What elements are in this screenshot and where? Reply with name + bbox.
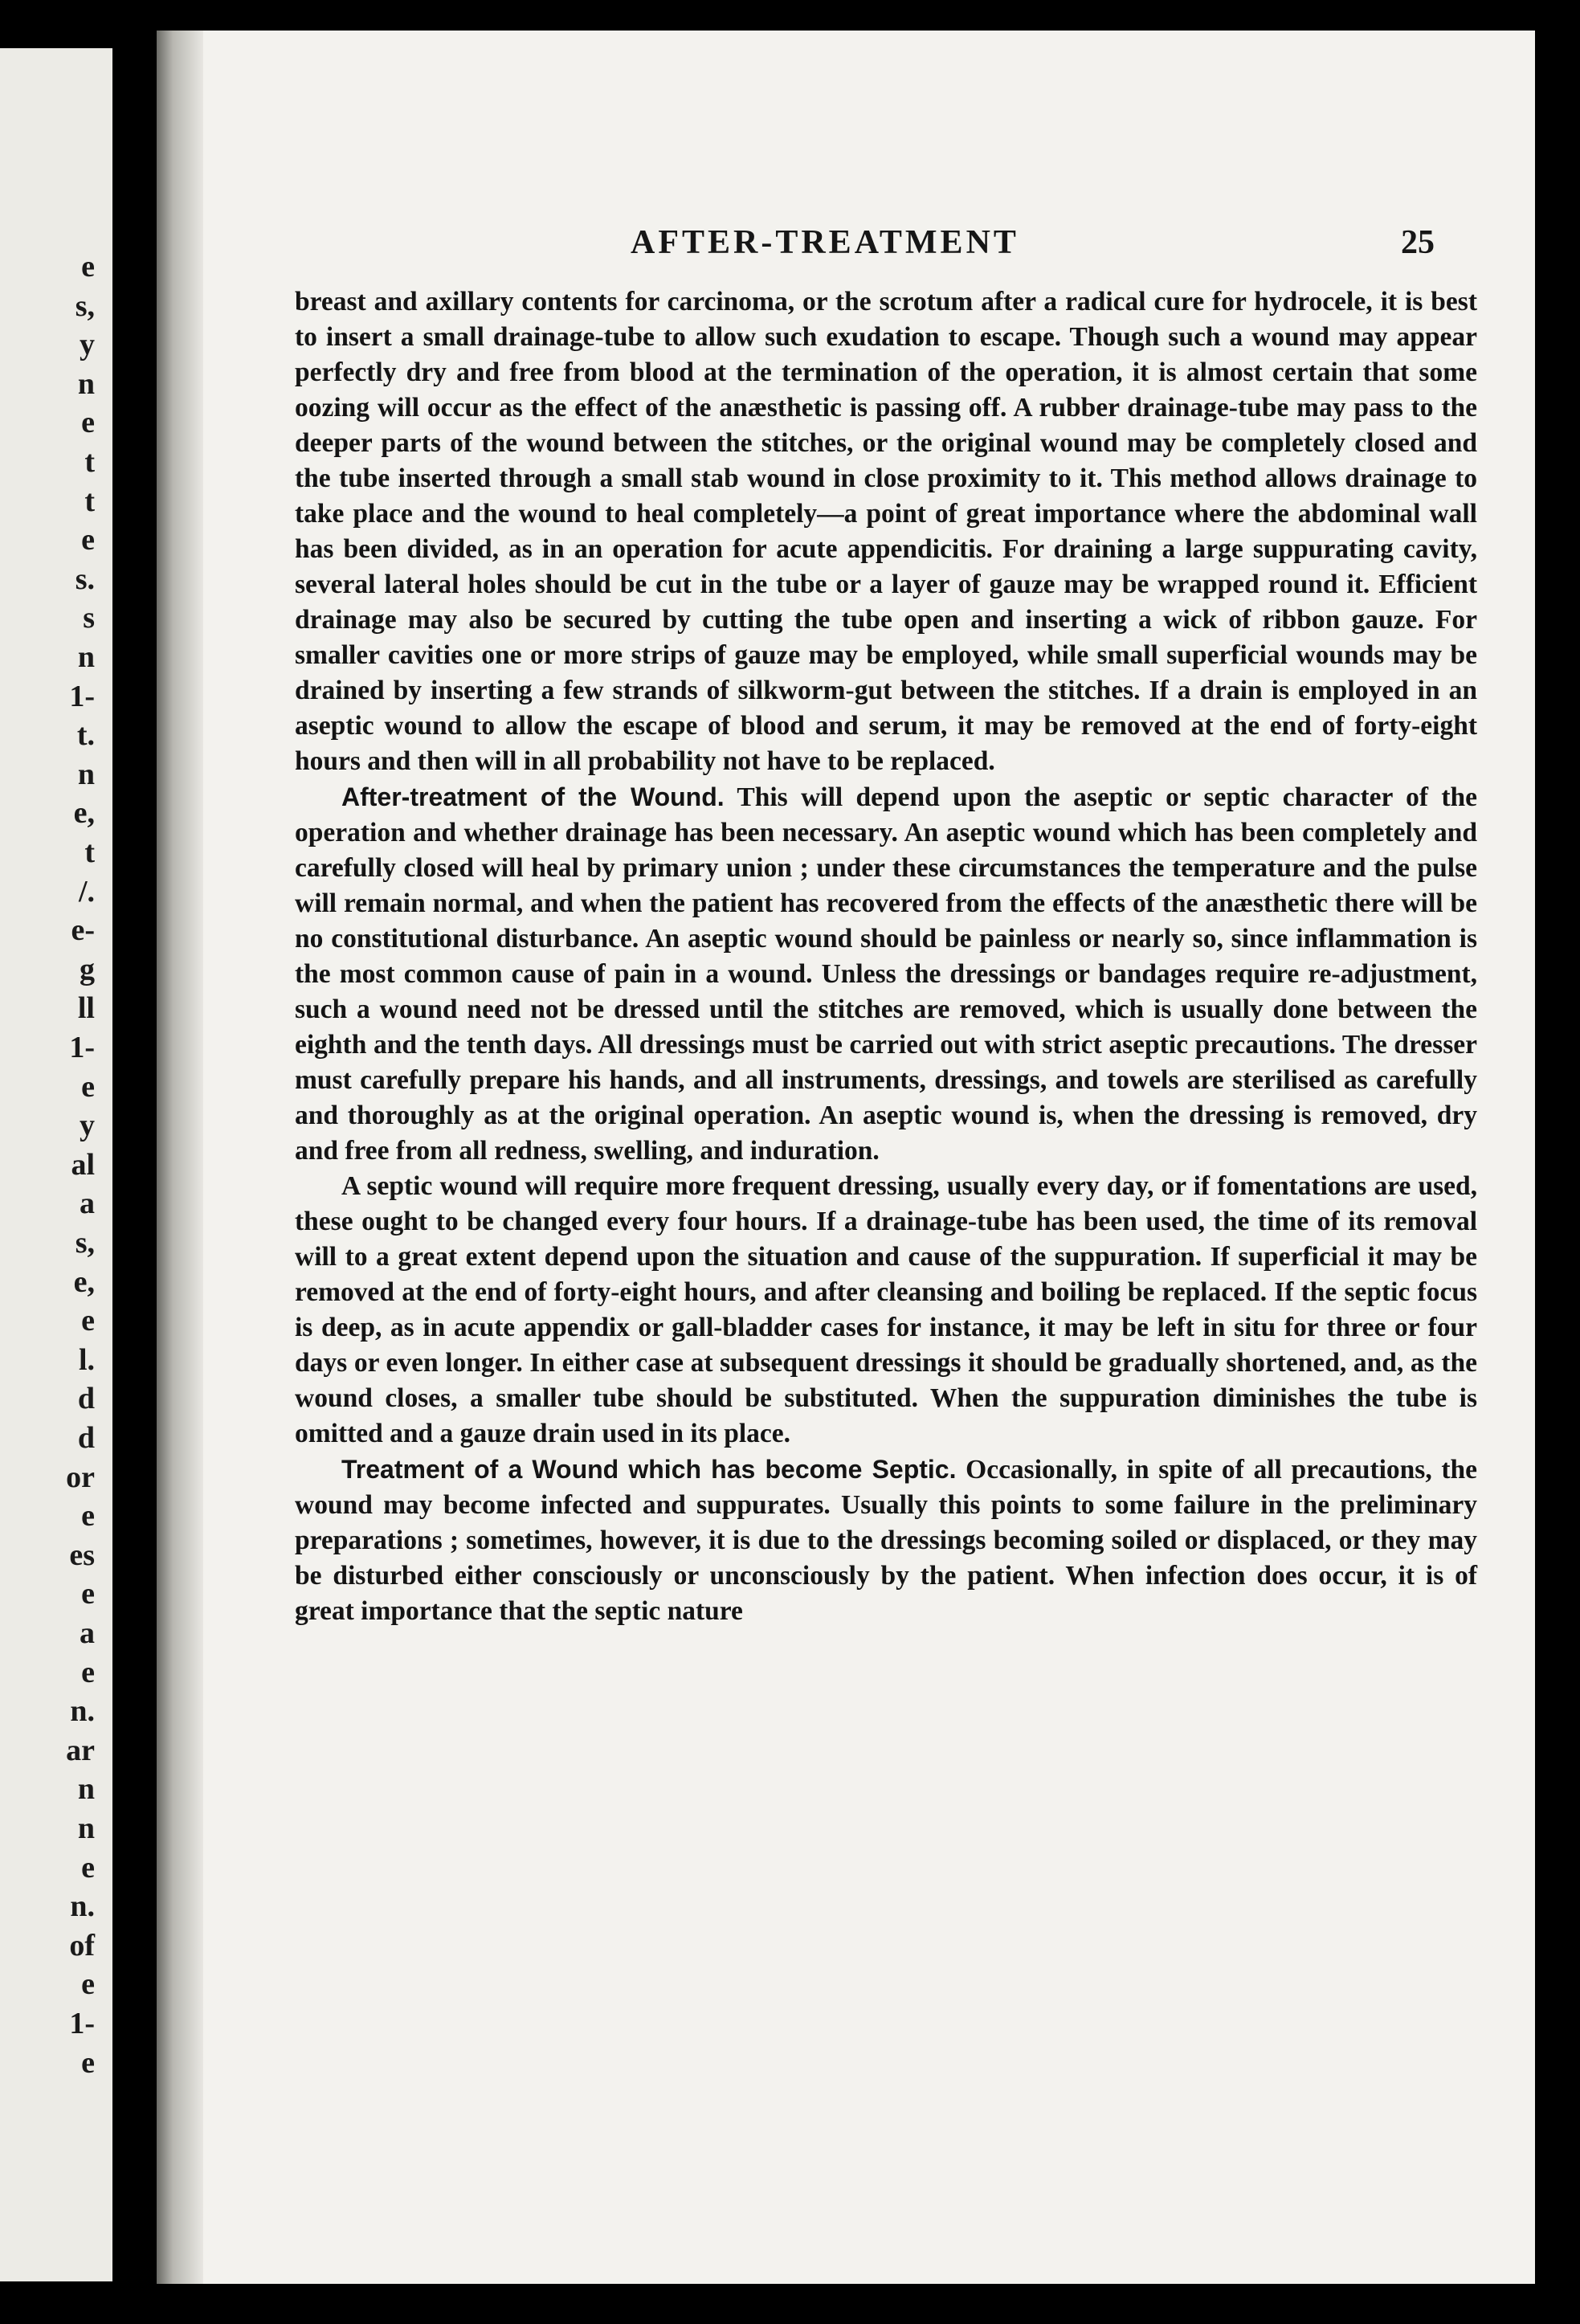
previous-page-fragment: e, (73, 1264, 95, 1299)
previous-page-fragment: y (80, 328, 95, 362)
previous-page-fragment: e (81, 1577, 95, 1611)
previous-page-fragment: or (66, 1460, 95, 1494)
previous-page-fragment: s, (75, 1226, 95, 1260)
previous-page-fragment: n (77, 757, 95, 791)
previous-page-fragment: e (81, 250, 95, 284)
paragraph-after-treatment (295, 779, 1477, 1169)
previous-page-fragment: e (81, 406, 95, 440)
previous-page-fragment: 1- (69, 2007, 95, 2040)
previous-page-fragment: e (81, 1967, 95, 2002)
previous-page-fragment: n (77, 640, 95, 674)
previous-page-fragment: g (80, 952, 95, 986)
previous-page-fragment: a (80, 1187, 95, 1221)
previous-page-fragment: 1- (69, 1031, 95, 1064)
paragraph-text: Occasionally, in spite of all precautions, the wound may become infected and suppurates. Usually this points to some failure in the preliminary preparations ; sometimes, however, it is due to the dressings becoming soiled or displaced, or they may be disturbed either consciously or unconsciously by the patient. When infection does occur, it is of great importance that the septic nature (295, 1455, 1478, 1626)
previous-page-fragment: y (80, 1109, 95, 1143)
previous-page-fragment: ar (66, 1733, 95, 1767)
page-gutter-shadow (157, 31, 203, 2284)
previous-page-fragment: e (81, 1850, 95, 1885)
previous-page-fragment: s. (75, 562, 95, 596)
running-head: AFTER-TREATMENT (631, 224, 1019, 261)
previous-page-fragment: n (77, 366, 95, 401)
paragraph-drainage (295, 284, 1477, 779)
previous-page-fragment: 1- (69, 679, 95, 713)
paragraph-text: A septic wound will require more frequent dressing, usually every day, or if fomentations are used, these ought to be changed every four hours. If a drainage-tube has been used, the time of its removal will to a great extent depend upon the situation and cause of the suppuration. If superficial it may be removed at the end of forty-eight hours, and after cleansing and boiling be replaced. If the septic focus is deep, as in acute appendix or gall-bladder cases for instance, it may be left in situ for three or four days or even longer. In either case at subsequent dressings it should be gradually shortened, and, as the wound closes, a smaller tube should be substituted. When the suppuration diminishes the tube is omitted and a gauze drain used in its place. (295, 1171, 1477, 1448)
paragraph-text: breast and axillary contents for carcinoma, or the scrotum after a radical cure for hydrocele, it is best to insert a small drainage-tube to allow such exudation to escape. Though such a wound may appear perfectly dry and free from blood at the termination of the operation, it is almost certain that some oozing will occur as the effect of the anæsthetic is passing off. A rubber drainage-tube may pass to the deeper parts of the wound between the stitches, or the original wound may be completely closed and the tube inserted through a small stab wound in close proximity to it. This method allows drainage to take place and the wound to heal completely—a point of great importance where the abdominal wall has been divided, as in an operation for acute appendicitis. For draining a large suppurating cavity, several lateral holes should be cut in the tube or a layer of gauze may be wrapped round it. Efficient drainage may also be secured by cutting the tube open and inserting a wick of ribbon gauze. For smaller cavities one or more strips of gauze may be employed, while small superficial wounds may be drained by inserting a few strands of silkworm-gut between the stitches. If a drain is employed in an aseptic wound to allow the escape of blood and serum, it may be removed at the end of forty-eight hours and then will in all probability not have to be replaced. (295, 287, 1477, 776)
previous-page-fragment: ll (77, 991, 95, 1026)
previous-page-fragment: t (84, 484, 95, 518)
previous-page-fragment: al (71, 1147, 95, 1182)
previous-page-fragment: of (69, 1928, 95, 1963)
section-heading: Treatment of a Wound which has become Septic. (341, 1455, 957, 1484)
previous-page-fragment: n. (70, 1889, 95, 1924)
previous-page-fragment: d (77, 1421, 95, 1455)
page-header (157, 223, 1535, 272)
paragraph-septic-wound (295, 1169, 1477, 1452)
paragraph-text: This will depend upon the aseptic or septic character of the operation and whether drainage has been necessary. An aseptic wound which has been completely and carefully closed will heal by primary union ; under these circumstances the temperature and the pulse will remain normal, and when the patient has recovered from the effects of the anæsthetic there will be no constitutional disturbance. An aseptic wound should be painless or nearly so, since inflammation is the most common cause of pain in a wound. Unless the dressings or bandages require re-adjustment, such a wound need not be dressed until the stitches are removed, which is usually done between the eighth and the tenth days. All dressings must be carried out with strict aseptic precautions. The dresser must carefully prepare his hands, and all instruments, dressings, and towels are sterilised as carefully and thoroughly as at the original operation. An aseptic wound is, when the dressing is removed, dry and free from all redness, swelling, and induration. (295, 782, 1478, 1166)
previous-page-fragment: e (81, 2045, 95, 2080)
previous-page-edge (0, 48, 112, 2281)
previous-page-fragment: t. (76, 718, 95, 753)
previous-page-fragment: t (84, 445, 95, 479)
previous-page-fragment: s (83, 601, 95, 635)
previous-page-fragment: e- (71, 913, 95, 948)
previous-page-fragment: e (81, 1304, 95, 1338)
previous-page-fragment: n. (70, 1694, 95, 1729)
page-body (295, 284, 1477, 1629)
previous-page-fragment: a (80, 1616, 95, 1650)
book-page (157, 31, 1535, 2284)
previous-page-fragment: e (81, 1655, 95, 1689)
previous-page-fragment: s, (75, 288, 95, 323)
section-heading: After-treatment of the Wound. (341, 782, 725, 811)
previous-page-fragment: d (77, 1382, 95, 1416)
previous-page-fragment: /. (78, 874, 95, 909)
previous-page-fragment: n (77, 1772, 95, 1807)
previous-page-fragment: l. (78, 1342, 95, 1377)
previous-page-fragment: e (81, 523, 95, 558)
previous-page-fragment: t (84, 835, 95, 869)
previous-page-fragment: e (81, 1499, 95, 1534)
previous-page-fragment: e, (73, 796, 95, 831)
previous-page-fragment: es (69, 1538, 95, 1572)
previous-page-fragment: e (81, 1069, 95, 1104)
paragraph-became-septic (295, 1452, 1477, 1629)
page-number: 25 (1401, 224, 1435, 261)
previous-page-fragment: n (77, 1811, 95, 1845)
